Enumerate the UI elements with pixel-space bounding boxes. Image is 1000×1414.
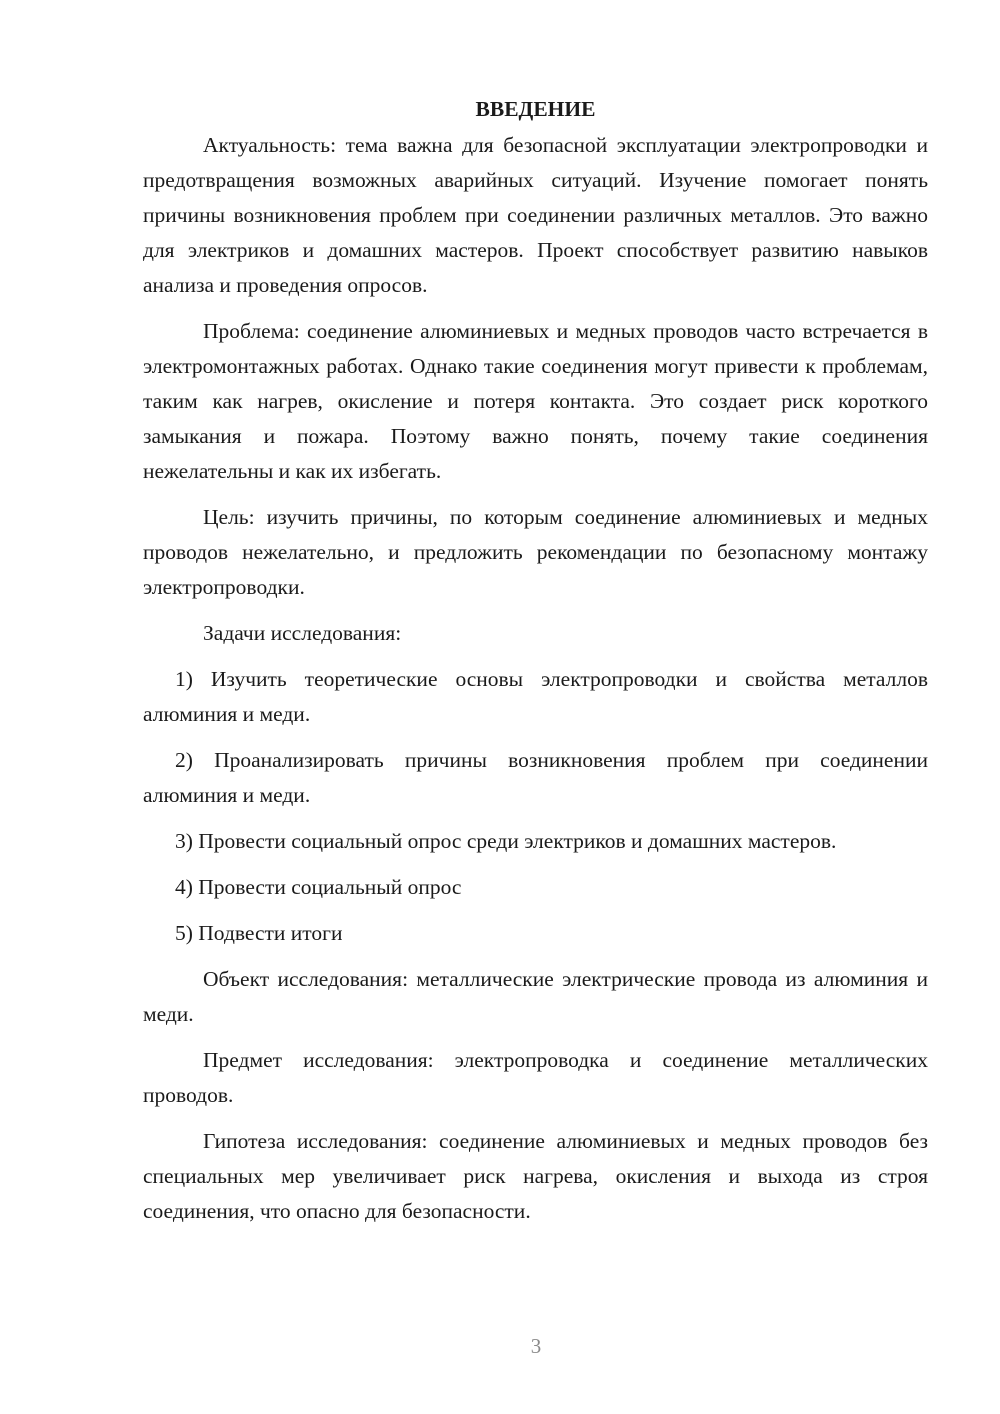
paragraph-goal: Цель: изучить причины, по которым соединение алюминиевых и медных проводов нежелательно, и предложить рекомендации по безопасному монтажу электропроводки. bbox=[143, 505, 928, 599]
task-item-2: 2) Проанализировать причины возникновения проблем при соединении алюминия и меди. bbox=[143, 748, 928, 807]
section-title: ВВЕДЕНИЕ bbox=[475, 97, 596, 121]
page-number: 3 bbox=[530, 1334, 542, 1358]
task-item-4: 4) Провести социальный опрос bbox=[175, 875, 462, 899]
paragraph-problem: Проблема: соединение алюминиевых и медных проводов часто встречается в электромонтажных работах. Однако такие соединения могут привести к проблемам, таким как нагрев, окисление и потеря контакта. Это создает риск короткого замыкания и пожара. Поэтому важно понять, почему такие соединения нежелательны и как их избегать. bbox=[143, 319, 928, 483]
task-item-3: 3) Провести социальный опрос среди электриков и домашних мастеров. bbox=[175, 829, 837, 853]
paragraph-subject: Предмет исследования: электропроводка и соединение металлических проводов. bbox=[143, 1048, 928, 1107]
paragraph-hypothesis: Гипотеза исследования: соединение алюминиевых и медных проводов без специальных мер увеличивает риск нагрева, окисления и выхода из строя соединения, что опасно для безопасности. bbox=[143, 1129, 928, 1223]
paragraph-tasks-heading: Задачи исследования: bbox=[203, 621, 402, 645]
task-item-1: 1) Изучить теоретические основы электропроводки и свойства металлов алюминия и меди. bbox=[143, 667, 928, 726]
task-item-5: 5) Подвести итоги bbox=[175, 921, 343, 945]
paragraph-relevance: Актуальность: тема важна для безопасной эксплуатации электропроводки и предотвращения возможных аварийных ситуаций. Изучение помогает понять причины возникновения проблем при соединении различных металлов. Это важно для электриков и домашних мастеров. Проект способствует развитию навыков анализа и проведения опросов. bbox=[143, 133, 928, 297]
paragraph-object: Объект исследования: металлические электрические провода из алюминия и меди. bbox=[143, 967, 928, 1026]
document-page bbox=[143, 92, 928, 1240]
